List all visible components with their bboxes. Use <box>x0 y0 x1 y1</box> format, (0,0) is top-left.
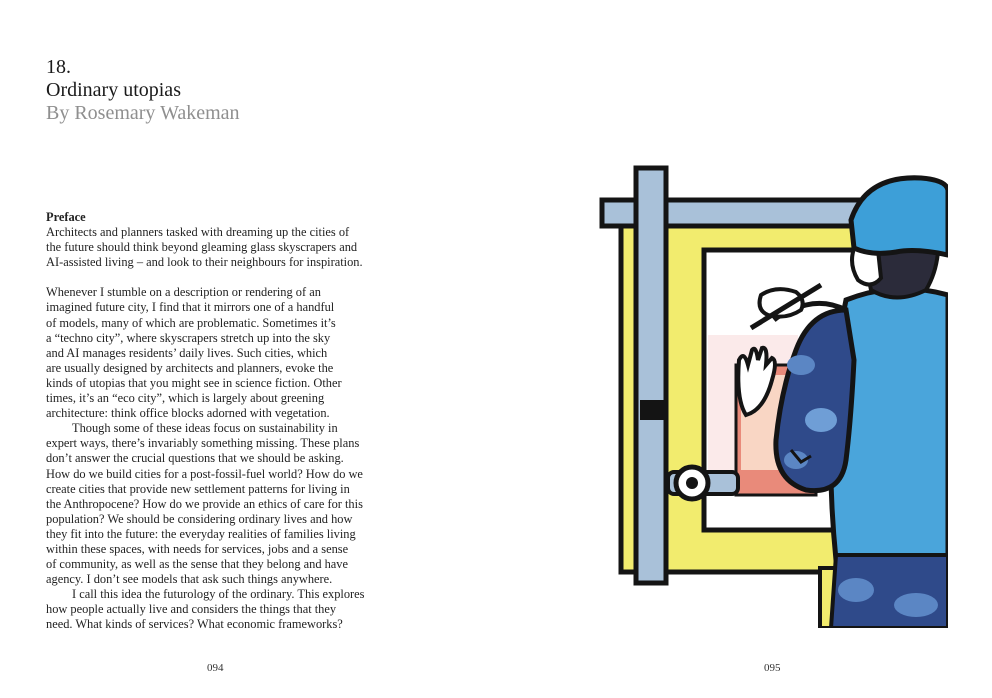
easel-clamp <box>668 467 738 499</box>
paragraph-3: I call this idea the futurology of the ordinary. This explores how people actually live and considers the things that they need. What kinds of services? What economic frameworks? <box>46 587 365 632</box>
easel-pole <box>636 168 666 583</box>
article-body <box>46 210 396 633</box>
chapter-title: Ordinary utopias <box>46 79 181 101</box>
right-page <box>496 0 992 698</box>
preface-text: Architects and planners tasked with dreaming up the cities of the future should think beyond gleaming glass skyscrapers and AI-assisted living – and look to their neighbours for inspiration. <box>46 225 363 270</box>
chapter-author: By Rosemary Wakeman <box>46 102 240 124</box>
chapter-number: 18. <box>46 56 71 78</box>
preface-heading: Preface <box>46 210 86 224</box>
paragraph-1: Whenever I stumble on a description or rendering of an imagined future city, I find that it mirrors one of a handful of models, many of which are problematic. Sometimes it’s a “techno city”, where skyscrapers stretch up into the sky and AI manages residents’ daily lives. Such cities, which are usually designed by architects and planners, evoke the kinds of utopias that you might see in science fiction. Other times, it’s an “eco city”, which is largely about greening architecture: think office blocks adorned with vegetation. <box>46 285 342 421</box>
paragraph-2: Though some of these ideas focus on sustainability in expert ways, there’s invariably something missing. These plans don’t answer the crucial questions that we should be asking. How do we build cities for a post-fossil-fuel world? How do we create cities that provide new settlement patterns for living in the Anthropocene? How do we provide an ethics of care for this population? We should be considering ordinary lives and how they fit into the future: the everyday realities of families living within these spaces, with needs for services, jobs and a sense of community, as well as the sense that they belong and have agency. I don’t see models that ask such things anywhere. <box>46 421 363 587</box>
page-number-right: 095 <box>764 662 781 674</box>
page-number-left: 094 <box>207 662 224 674</box>
person-drawing-at-easel-illustration <box>596 160 948 628</box>
